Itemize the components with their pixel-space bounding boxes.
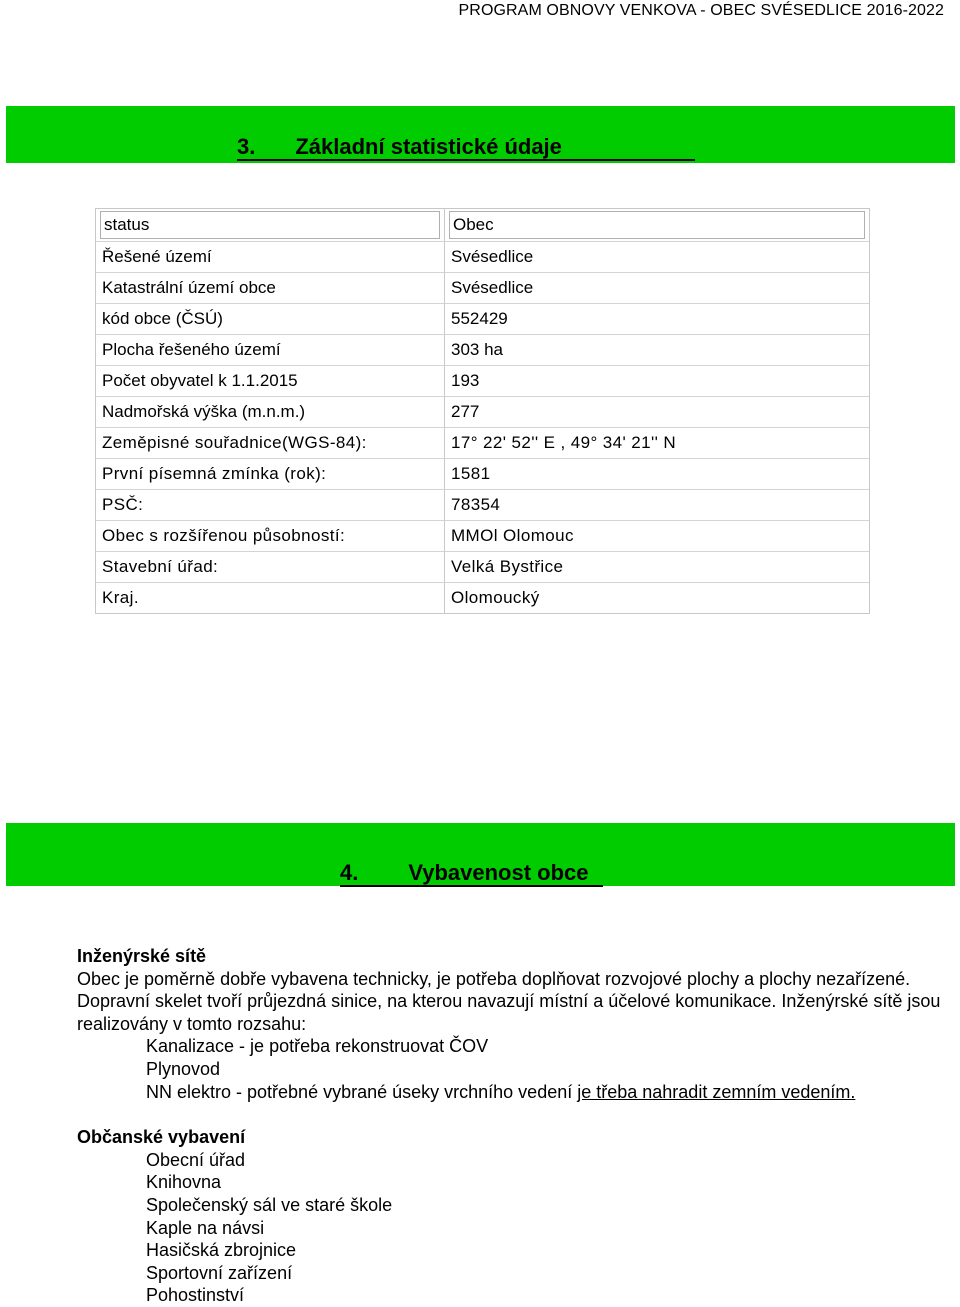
infrastructure-item: Plynovod [146,1058,221,1079]
stats-value: 78354 [445,490,869,521]
stats-value: 1581 [445,459,869,490]
stats-label: kód obce (ČSÚ) [96,304,445,335]
section-4-title: Vybavenost obce [408,860,589,885]
stats-value: 552429 [445,304,869,335]
stats-label: První písemná zmínka (rok): [96,459,445,490]
stats-row [96,521,869,552]
stats-row [96,335,869,366]
stats-row [96,490,869,521]
stats-row [96,428,869,459]
electro-underlined-text: je třeba nahradit zemním vedením. [577,1081,856,1102]
stats-label: Stavební úřad: [96,552,445,583]
stats-value: Svésedlice [445,242,869,273]
civic-item: Kaple na návsi [146,1217,265,1238]
civic-item: Knihovna [146,1172,222,1193]
stats-row [96,242,869,273]
stats-row [96,366,869,397]
stats-label: Nadmořská výška (m.n.m.) [96,397,445,428]
infrastructure-heading: Inženýrské sítě [77,946,207,966]
stats-label: Obec s rozšířenou působností: [96,521,445,552]
stats-value: Olomoucký [451,588,540,607]
section-4-heading [340,860,603,887]
civic-item: Obecní úřad [146,1149,246,1170]
stats-value: 17° 22' 52'' E , 49° 34' 21'' N [445,428,869,459]
civic-item: Hasičská zbrojnice [146,1240,297,1261]
statistics-table [95,208,870,614]
header-title: PROGRAM OBNOVY VENKOVA - OBEC SVÉSEDLICE 2016-2022 [458,2,944,19]
stats-label: Katastrální území obce [96,273,445,304]
stats-row [96,397,869,428]
stats-label: Plocha řešeného území [96,335,445,366]
section-3-number: 3. [237,134,256,159]
stats-label: Zeměpisné souřadnice(WGS-84): [96,428,445,459]
civic-heading: Občanské vybavení [77,1127,246,1148]
stats-row [96,552,869,583]
infrastructure-item: Kanalizace - je potřeba rekonstruovat ČOV [146,1036,489,1057]
civic-item: Společenský sál ve staré škole [146,1194,393,1215]
stats-label: Počet obyvatel k 1.1.2015 [96,366,445,397]
stats-row [96,209,869,242]
civic-item: Pohostinství [146,1285,245,1306]
stats-row [96,583,869,613]
stats-value: Obec [445,209,869,242]
section-4-number: 4. [340,860,359,885]
section-4-content [77,945,957,1307]
infrastructure-paragraph: Obec je poměrně dobře vybavena technicky, je potřeba doplňovat rozvojové plochy a plochy nezařízené. Dopravní skelet tvoří průjezdná sinice, na kterou navazují místní a účelové komunikace. Inženýrské sítě jsou realizovány v tomto rozsahu: [77,968,941,1034]
stats-value: 303 ha [445,335,869,366]
section-3-heading [237,134,695,161]
stats-value: MMOl Olomouc [445,521,869,552]
stats-label: status [96,209,445,242]
stats-row [96,304,869,335]
stats-value: 277 [445,397,869,428]
stats-label: Řešené území [96,242,445,273]
stats-value: 193 [445,366,869,397]
infrastructure-item-electro [77,1081,957,1104]
stats-row [96,273,869,304]
stats-row [96,459,869,490]
stats-label: Kraj. [96,583,445,613]
electro-text: NN elektro - potřebné vybrané úseky vrchního vedení [146,1081,578,1102]
stats-value: Velká Bystřice [445,552,869,583]
page-header [0,2,960,20]
stats-label: PSČ: [96,490,445,521]
civic-item: Sportovní zařízení [146,1262,293,1283]
section-3-title: Základní statistické údaje [295,134,562,159]
stats-value: Svésedlice [445,273,869,304]
